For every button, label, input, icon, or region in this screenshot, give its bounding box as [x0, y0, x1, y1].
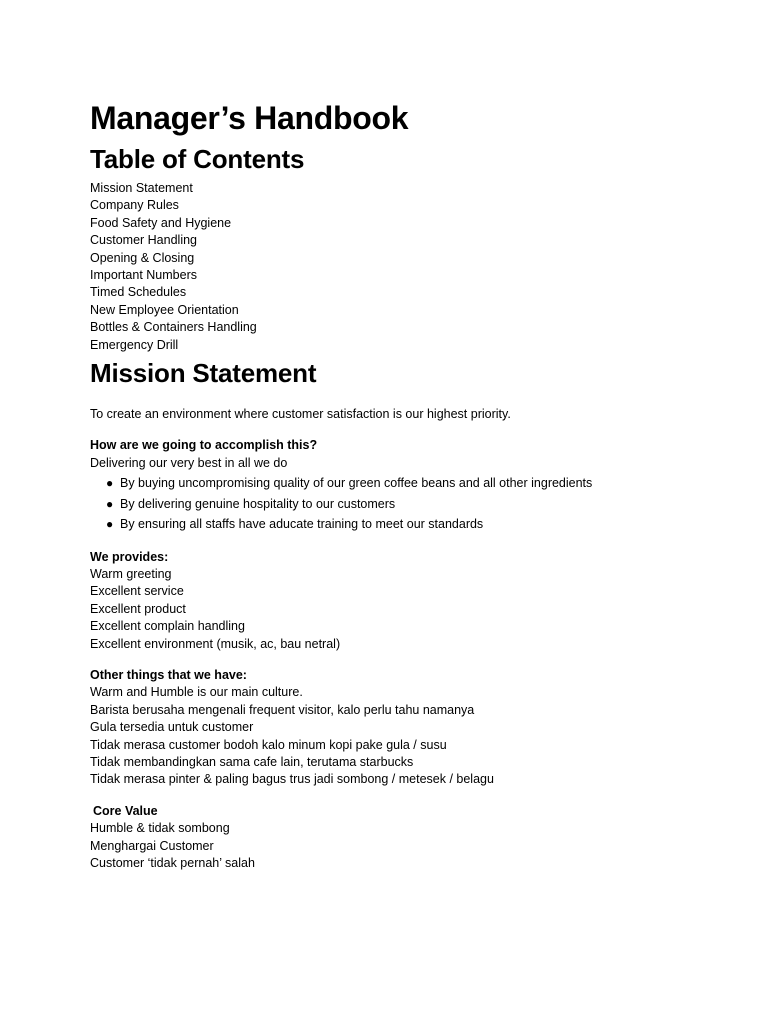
provides-item: Excellent service — [90, 584, 184, 599]
toc-item: Emergency Drill — [90, 337, 179, 352]
document-page — [90, 96, 730, 872]
core-value-item: Customer ‘tidak pernah’ salah — [90, 856, 255, 870]
provides-item: Excellent product — [90, 601, 186, 616]
list-item-text: By buying uncompromising quality of our green coffee beans and all other ingredients — [120, 476, 593, 491]
toc-item: Customer Handling — [90, 233, 197, 248]
bullet-icon: ● — [106, 517, 114, 532]
accomplish-list — [90, 473, 730, 534]
toc-item: Important Numbers — [90, 268, 197, 283]
toc-item: Food Safety and Hygiene — [90, 215, 232, 230]
core-value-item: Menghargai Customer — [90, 838, 214, 853]
provides-item: Warm greeting — [90, 566, 172, 581]
toc-heading: Table of Contents — [90, 144, 305, 174]
provides-label: We provides: — [90, 549, 169, 564]
list-item — [106, 494, 730, 514]
provides-item: Excellent complain handling — [90, 619, 245, 634]
toc-item: Mission Statement — [90, 181, 193, 195]
accomplish-intro: Delivering our very best in all we do — [90, 455, 288, 470]
other-things-item: Tidak merasa pinter & paling bagus trus jadi sombong / metesek / belagu — [90, 772, 494, 787]
other-things-item: Barista berusaha mengenali frequent visitor, kalo perlu tahu namanya — [90, 702, 475, 717]
list-item — [106, 473, 730, 493]
toc-item: Timed Schedules — [90, 285, 187, 300]
other-things-item: Tidak merasa customer bodoh kalo minum kopi pake gula / susu — [90, 737, 447, 752]
list-item-text: By ensuring all staffs have aducate training to meet our standards — [120, 517, 484, 532]
other-things-item: Gula tersedia untuk customer — [90, 720, 254, 735]
accomplish-question: How are we going to accomplish this? — [90, 438, 318, 453]
toc-item: New Employee Orientation — [90, 302, 239, 317]
table-of-contents — [90, 180, 730, 354]
bullet-icon: ● — [106, 496, 114, 511]
other-things-label: Other things that we have: — [90, 667, 247, 682]
toc-item: Bottles & Containers Handling — [90, 320, 257, 335]
document-title: Manager’s Handbook — [90, 100, 409, 136]
provides-item: Excellent environment (musik, ac, bau netral) — [90, 636, 341, 651]
bullet-icon: ● — [106, 476, 114, 491]
core-value-label: Core Value — [93, 803, 158, 818]
mission-statement-text: To create an environment where customer satisfaction is our highest priority. — [90, 407, 511, 422]
mission-heading: Mission Statement — [90, 358, 317, 389]
toc-item: Opening & Closing — [90, 250, 195, 265]
list-item-text: By delivering genuine hospitality to our customers — [120, 496, 396, 511]
core-value-item: Humble & tidak sombong — [90, 821, 230, 836]
toc-item: Company Rules — [90, 198, 179, 213]
other-things-item: Warm and Humble is our main culture. — [90, 685, 303, 700]
list-item — [106, 514, 730, 534]
other-things-item: Tidak membandingkan sama cafe lain, terutama starbucks — [90, 754, 414, 769]
